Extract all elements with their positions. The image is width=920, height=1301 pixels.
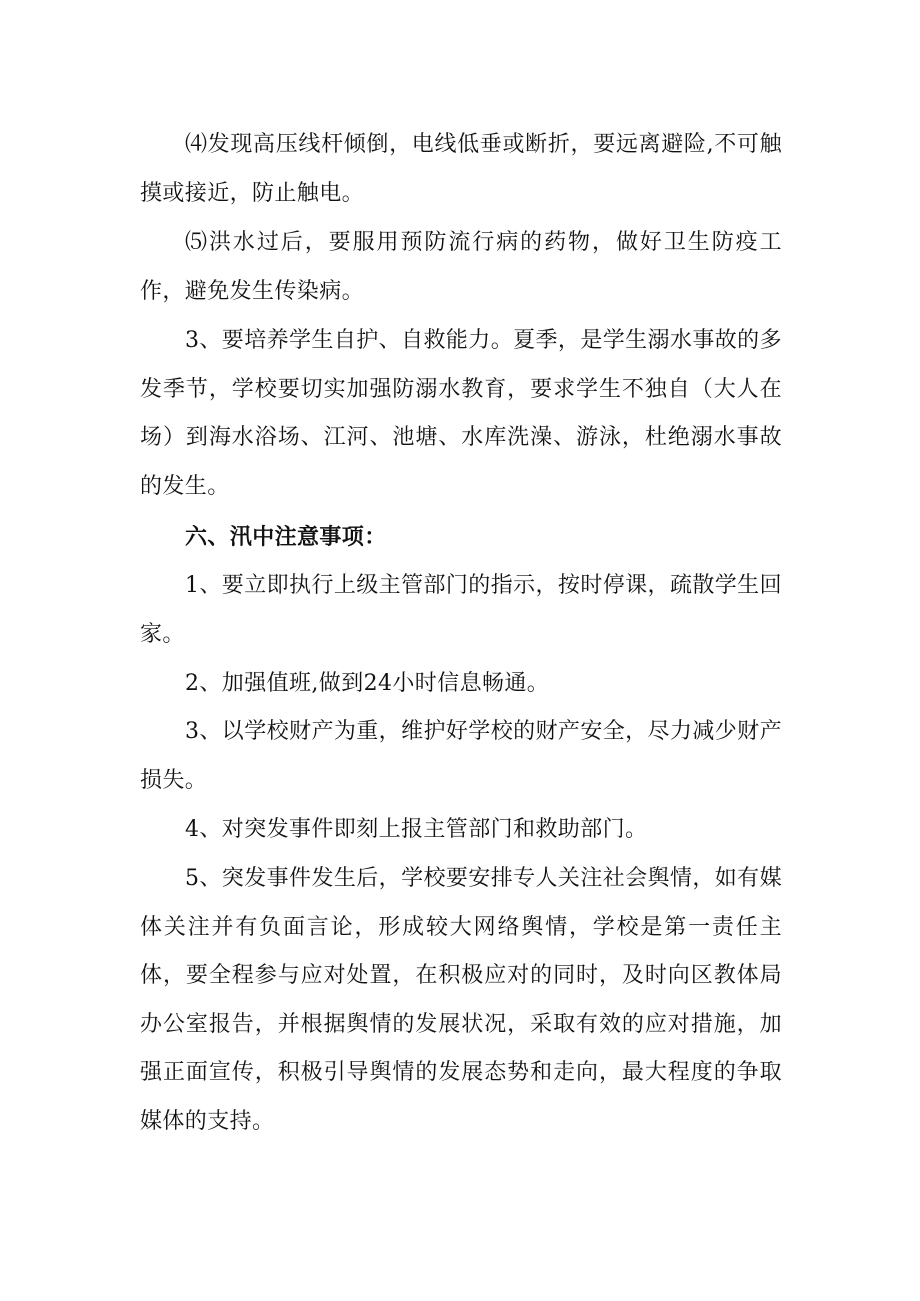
paragraph-text: 5、突发事件发生后，学校要安排专人关注社会舆情，如有媒体关注并有负面言论，形成较大网络舆情，学校是第一责任主体，要全程参与应对处置，在积极应对的同时，及时向区教体局办公室报告，并根据舆情的发展状况，采取有效的应对措施，加强正面宣传，积极引导舆情的发展态势和走向，最大程度的争取媒体的支持。 [140,866,782,1134]
paragraph-text: 3、以学校财产为重，维护好学校的财产安全，尽力减少财产损失。 [140,719,782,793]
paragraph-text: 1、要立即执行上级主管部门的指示，按时停课，疏散学生回家。 [140,573,782,647]
paragraph-post-flood-health [140,219,782,316]
paragraph-high-voltage-warning [140,121,782,218]
paragraph-self-protection [140,317,782,511]
paragraph-text: 2、加强值班,做到24小时信息畅通。 [185,671,550,696]
section-title: 六、汛中注意事项： [185,524,387,550]
paragraph-duty-shift [140,660,782,709]
paragraph-follow-instructions [140,562,782,659]
paragraph-text: ⑷发现高压线杆倾倒，电线低垂或断折，要远离避险,不可触摸或接近，防止触电。 [140,132,782,206]
section-heading [140,513,782,562]
paragraph-text: 3、要培养学生自护、自救能力。夏季，是学生溺水事故的多发季节，学校要切实加强防溺水教育，要求学生不独自（大人在场）到海水浴场、江河、池塘、水库洗澡、游泳，杜绝溺水事故的发生。 [140,328,782,499]
paragraph-text: 4、对突发事件即刻上报主管部门和救助部门。 [185,817,648,842]
paragraph-text: ⑸洪水过后，要服用预防流行病的药物，做好卫生防疫工作，避免发生传染病。 [140,230,782,304]
paragraph-public-opinion [140,855,782,1146]
paragraph-school-property [140,708,782,805]
paragraph-report-emergency [140,806,782,855]
